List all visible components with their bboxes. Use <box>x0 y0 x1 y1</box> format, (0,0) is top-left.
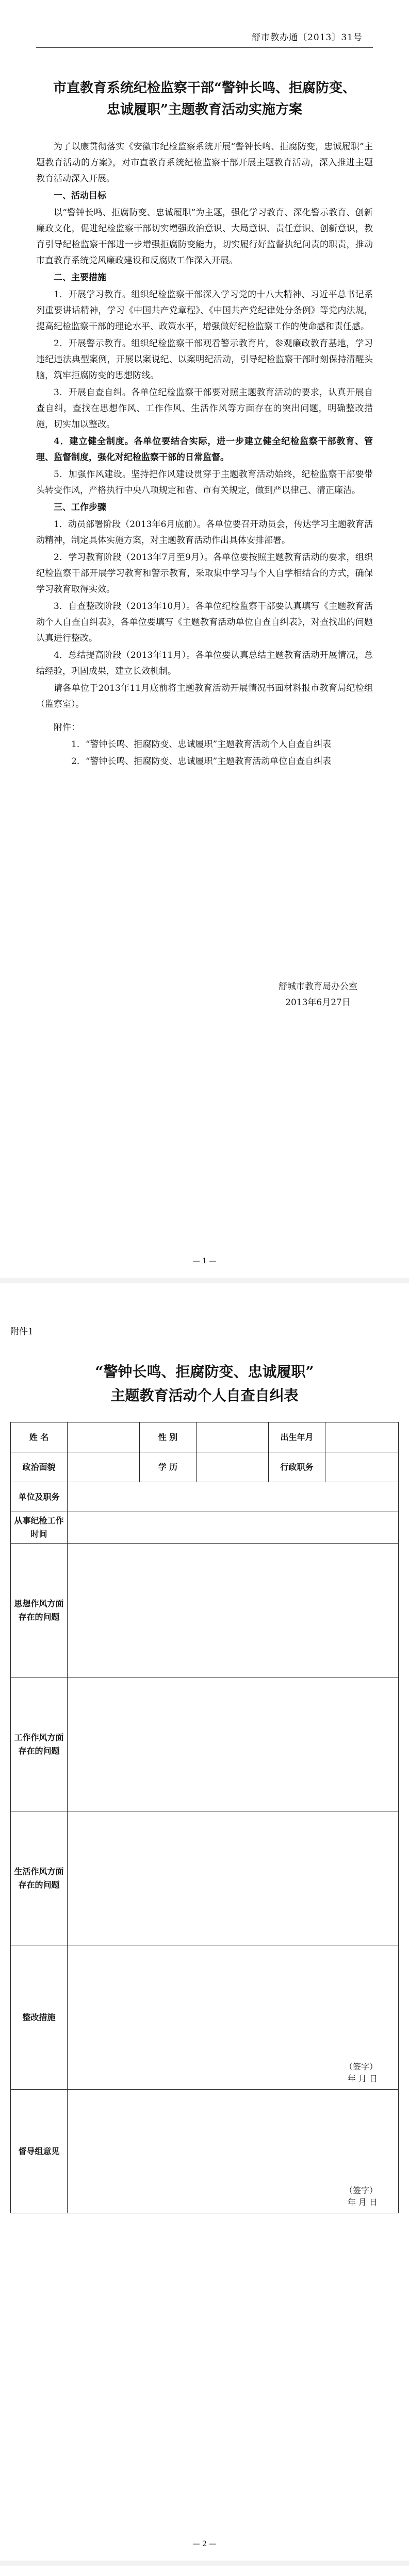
label-rectification: 整改措施 <box>11 1945 68 2090</box>
page-two <box>0 1283 409 2561</box>
label-birth: 出生年月 <box>269 1422 325 1452</box>
label-unit: 单位及职务 <box>11 1482 68 1512</box>
title-line-2: 忠诚履职”主题教育活动实施方案 <box>107 102 302 117</box>
attachment-1-title-line-2: 主题教育活动个人自查自纠表 <box>110 1387 299 1404</box>
supervisor-sign-hint: （签字） <box>344 2185 378 2195</box>
attachment-list-heading <box>36 720 373 736</box>
section-3-paragraph-5: 请各单位于2013年11月底前将主题教育活动开展情况书面材料报市教育局纪检组（监察室）。 <box>36 683 373 709</box>
section-3-paragraph-1: 1．动员部署阶段（2013年6月底前）。各单位要召开动员会，传达学习主题教育活动精神，制定具体实施方案，对主题教育活动作出具体安排部署。 <box>36 519 373 546</box>
section-3-heading: 三、工作步骤 <box>54 502 106 513</box>
field-life-style-issues[interactable] <box>68 1811 399 1945</box>
field-birth[interactable] <box>325 1422 399 1452</box>
rectification-date-hint: 年 月 日 <box>347 2074 378 2083</box>
section-2-paragraph-4: 4．建立健全制度。各单位要结合实际，进一步建立健全纪检监察干部教育、管理、监督制度，强化对纪检监察干部的日常监督。 <box>36 436 373 463</box>
label-service-time: 从事纪检工作时间 <box>11 1512 68 1544</box>
attachment-1-title <box>0 1360 409 1408</box>
signing-date: 2013年6月27日 <box>285 997 351 1008</box>
field-position[interactable] <box>325 1452 399 1482</box>
label-supervisor-opinion: 督导组意见 <box>11 2090 68 2213</box>
section-2-heading: 二、主要措施 <box>54 273 106 283</box>
field-work-style-issues[interactable] <box>68 1677 399 1811</box>
supervisor-date-hint: 年 月 日 <box>347 2197 378 2207</box>
section-3-paragraph-4: 4．总结提高阶段（2013年11月）。各单位要认真总结主题教育活动开展情况，总结经验，巩固成果，建立长效机制。 <box>36 650 373 676</box>
attachment-list-label: 附件： <box>54 722 80 733</box>
field-rectification[interactable] <box>68 1945 399 2090</box>
title-line-1: 市直教育系统纪检监察干部“警钟长鸣、拒腐防变、 <box>53 80 356 96</box>
field-gender[interactable] <box>197 1422 269 1452</box>
header-divider <box>36 47 373 48</box>
label-position: 行政职务 <box>269 1452 325 1482</box>
page-three <box>0 2566 409 2576</box>
section-1-paragraph: 以“警钟长鸣、拒腐防变、忠诚履职”为主题，强化学习教育、深化警示教育、创新廉政文化，促进纪检监察干部切实增强政治意识、大局意识、责任意识、创新意识，教育引导纪检监察干部进一步增强拒腐防变能力，切实履行好监督执纪问责的职责，推动市直教育系统党风廉政建设和反腐败工作深入开展。 <box>36 208 373 266</box>
attachment-list-item-1: 1．“警钟长鸣、拒腐防变、忠诚履职”主题教育活动个人自查自纠表 <box>71 739 332 750</box>
attachment-list-item-2: 2．“警钟长鸣、拒腐防变、忠诚履职”主题教育活动单位自查自纠表 <box>71 756 332 767</box>
label-political-status: 政治面貌 <box>11 1452 68 1482</box>
field-education[interactable] <box>197 1452 269 1482</box>
document-body <box>36 139 373 771</box>
document-title <box>41 77 368 121</box>
field-ideology-issues[interactable] <box>68 1544 399 1677</box>
page-number: — 1 — <box>192 1257 217 1265</box>
section-2-paragraph-1: 1．开展学习教育。组织纪检监察干部深入学习党的十八大精神、习近平总书记系列重要讲话精神，学习《中国共产党章程》、《中国共产党纪律处分条例》等党内法规，提高纪检监察干部的理论水平、政策水平，增强做好纪检监察工作的使命感和责任感。 <box>36 290 373 332</box>
field-supervisor-opinion[interactable] <box>68 2090 399 2213</box>
label-gender: 性 别 <box>140 1422 197 1452</box>
document-number: 舒市教办通〔2013〕31号 <box>252 32 363 43</box>
field-service-time[interactable] <box>68 1512 399 1544</box>
label-name: 姓 名 <box>11 1422 68 1452</box>
section-2-paragraph-2: 2．开展警示教育。组织纪检监察干部观看警示教育片，参观廉政教育基地，学习违纪违法典型案例，开展以案说纪、以案明纪活动，引导纪检监察干部时刻保持清醒头脑，筑牢拒腐防变的思想防线。 <box>36 338 373 381</box>
label-work-style-issues: 工作作风方面存在的问题 <box>11 1677 68 1811</box>
signature-block <box>279 979 357 1011</box>
label-life-style-issues: 生活作风方面存在的问题 <box>11 1811 68 1945</box>
intro-paragraph: 为了以康贯彻落实《安徽市纪检监察系统开展“警钟长鸣、拒腐防变，忠诚履职”主题教育活动的方案》，对市直教育系统纪检监察干部开展主题教育活动，深入推进主题教育活动深入开展。 <box>36 142 373 184</box>
field-unit[interactable] <box>68 1482 399 1512</box>
section-2-paragraph-5: 5．加强作风建设。坚持把作风建设贯穿于主题教育活动始终，纪检监察干部要带头转变作风，严格执行中央八项规定和省、市有关规定，做到严以律己、清正廉洁。 <box>36 469 373 496</box>
page-number: — 2 — <box>192 2540 217 2548</box>
attachment-1-title-line-1: “警钟长鸣、拒腐防变、忠诚履职” <box>95 1363 314 1380</box>
section-1-heading: 一、活动目标 <box>54 191 106 201</box>
rectification-sign-hint: （签字） <box>344 2062 378 2072</box>
section-3-paragraph-3: 3．自查整改阶段（2013年10月）。各单位纪检监察干部要认真填写《主题教育活动个人自查自纠表》，各单位要填写《主题教育活动单位自查自纠表》，对查找出的问题认真进行整改。 <box>36 601 373 643</box>
signing-organization: 舒城市教育局办公室 <box>279 981 357 992</box>
section-2-paragraph-3: 3．开展自查自纠。各单位纪检监察干部要对照主题教育活动的要求，认真开展自查自纠，查找在思想作风、工作作风、生活作风等方面存在的突出问题，明确整改措施，切实加以整改。 <box>36 387 373 430</box>
label-ideology-issues: 思想作风方面存在的问题 <box>11 1544 68 1677</box>
attachment-1-label: 附件1 <box>10 1327 34 1337</box>
personal-self-check-table <box>10 1422 399 2213</box>
page-one <box>0 0 409 1278</box>
field-name[interactable] <box>68 1422 140 1452</box>
label-education: 学 历 <box>140 1452 197 1482</box>
section-3-paragraph-2: 2．学习教育阶段（2013年7月至9月）。各单位要按照主题教育活动的要求，组织纪检监察干部开展学习教育和警示教育，采取集中学习与个人自学相结合的方式，确保学习教育取得实效。 <box>36 552 373 595</box>
field-political-status[interactable] <box>68 1452 140 1482</box>
